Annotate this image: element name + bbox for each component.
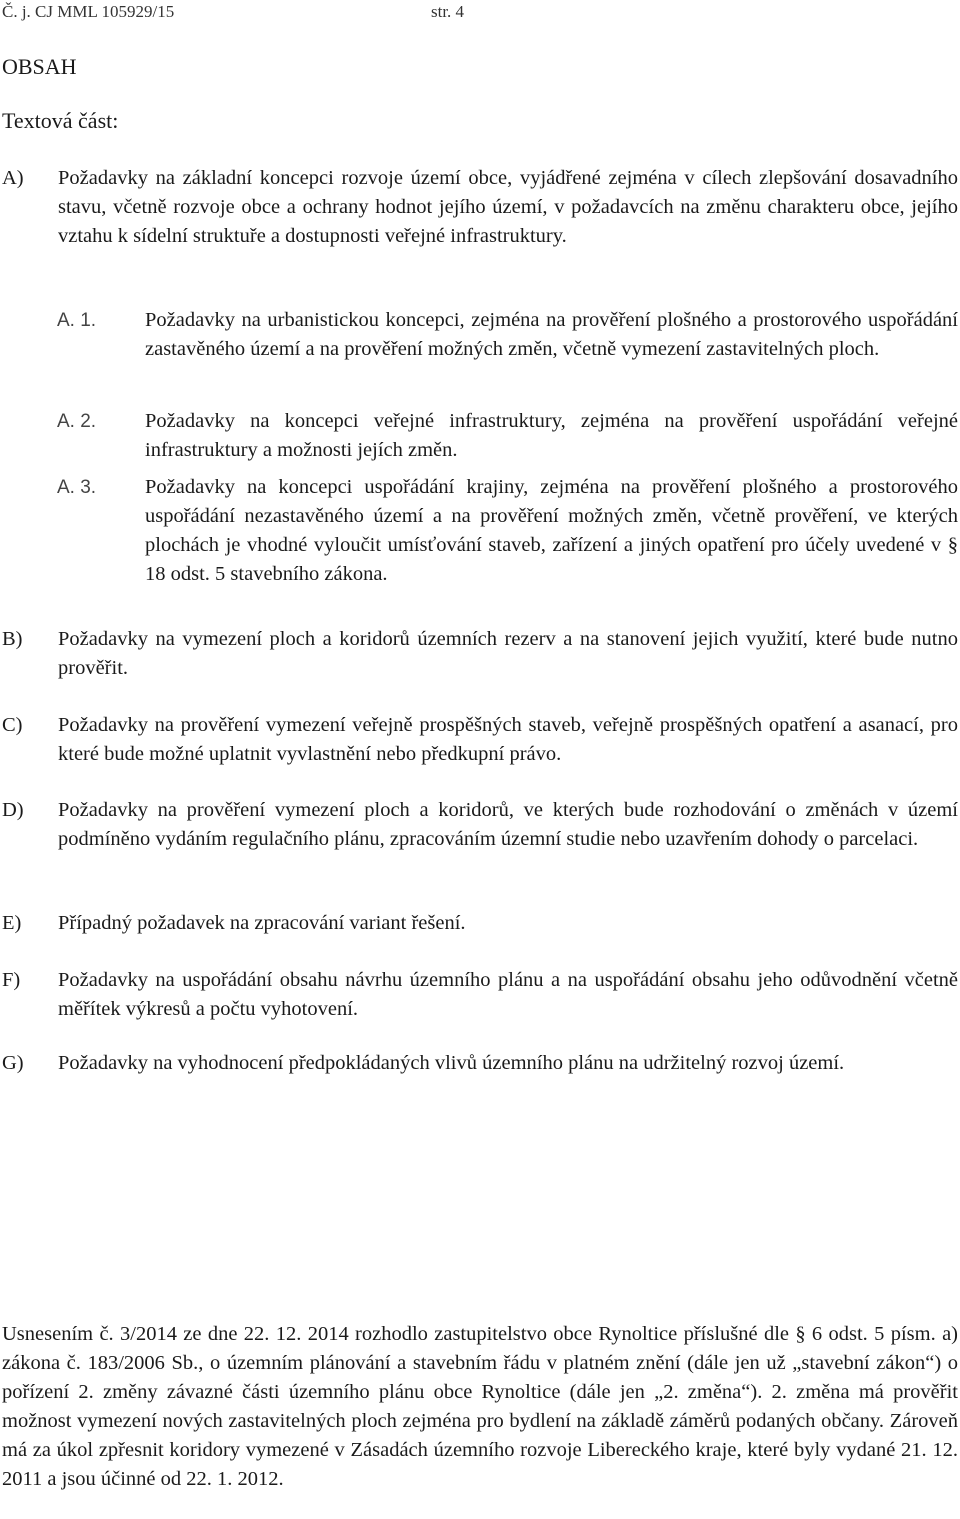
section-marker: B) [2, 628, 23, 650]
section-marker: G) [2, 1052, 24, 1074]
subsection-text: Požadavky na urbanistickou koncepci, zejména na prověření plošného a prostorového uspořádání zastavěného území a na prověření možných změn, včetně vymezení zastavitelných ploch. [145, 309, 958, 360]
section-text: Požadavky na vymezení ploch a koridorů územních rezerv a na stanovení jejich využití, které bude nutno prověřit. [58, 628, 958, 679]
section-text: Případný požadavek na zpracování variant řešení. [58, 912, 466, 934]
subsection-text: Požadavky na koncepci veřejné infrastruktury, zejména na prověření uspořádání veřejné infrastruktury a možnosti jejích změn. [145, 410, 958, 461]
subsection-marker: A. 3. [57, 477, 97, 498]
subsection-a3 [0, 473, 960, 593]
subsection-marker: A. 1. [57, 310, 97, 331]
section-e [0, 909, 960, 939]
section-text: Požadavky na vyhodnocení předpokládaných vlivů územního plánu na udržitelný rozvoj území. [58, 1052, 845, 1074]
section-a [0, 164, 960, 284]
page-header [0, 0, 960, 24]
section-text: Požadavky na prověření vymezení ploch a koridorů, ve kterých bude rozhodování o změnách v území podmíněno vydáním regulačního plánu, zpracováním územní studie nebo uzavřením dohody o parcelaci. [58, 799, 958, 850]
section-marker: C) [2, 714, 23, 736]
subsection-marker: A. 2. [57, 411, 97, 432]
subsection-a1 [0, 306, 960, 396]
section-marker: E) [2, 912, 22, 934]
section-g [0, 1049, 960, 1109]
section-f [0, 966, 960, 1026]
subsection-a2 [0, 407, 960, 467]
section-c [0, 711, 960, 771]
document-reference: Č. j. CJ MML 105929/15 [2, 2, 175, 21]
resolution-paragraph: Usnesením č. 3/2014 ze dne 22. 12. 2014 rozhodlo zastupitelstvo obce Rynoltice příslušné dle § 6 odst. 5 písm. a) zákona č. 183/2006 Sb., o územním plánování a stavebním řádu v platném znění (dále jen už „stavební zákon“) o pořízení 2. změny závazné části územního plánu obce Rynoltice (dále jen „2. změna“). 2. změna má prověřit možnost vymezení nových zastavitelných ploch zejména pro bydlení na základě záměrů podaných občany. Zároveň má za úkol zpřesnit koridory vymezené v Zásadách územního rozvoje Libereckého kraje, které byly vydané 21. 12. 2011 a jsou účinné od 22. 1. 2012. [2, 1323, 958, 1490]
text-part-heading: Textová část: [2, 108, 119, 133]
section-text: Požadavky na uspořádání obsahu návrhu územního plánu a na uspořádání obsahu jeho odůvodnění včetně měřítek výkresů a počtu vyhotovení. [58, 969, 958, 1020]
subsection-text: Požadavky na koncepci uspořádání krajiny, zejména na prověření plošného a prostorového uspořádání nezastavěného území a na prověření možných změn, včetně prověření, ve kterých plochách je vhodné vyloučit umísťování staveb, zařízení a jiných opatření pro účely uvedené v § 18 odst. 5 stavebního zákona. [145, 476, 958, 585]
page-number: str. 4 [431, 2, 465, 21]
section-b [0, 625, 960, 685]
section-marker: F) [2, 969, 21, 991]
contents-heading: OBSAH [2, 54, 77, 79]
section-d [0, 796, 960, 886]
section-text: Požadavky na prověření vymezení veřejně prospěšných staveb, veřejně prospěšných opatření a asanací, pro které bude možné uplatnit vyvlastnění nebo předkupní právo. [58, 714, 958, 765]
section-marker: D) [2, 799, 24, 821]
section-text: Požadavky na základní koncepci rozvoje území obce, vyjádřené zejména v cílech zlepšování dosavadního stavu, včetně rozvoje obce a ochrany hodnot jejího území, v požadavcích na změnu charakteru obce, jejího vztahu k sídelní struktuře a dostupnosti veřejné infrastruktury. [58, 167, 958, 247]
section-marker: A) [2, 167, 24, 189]
